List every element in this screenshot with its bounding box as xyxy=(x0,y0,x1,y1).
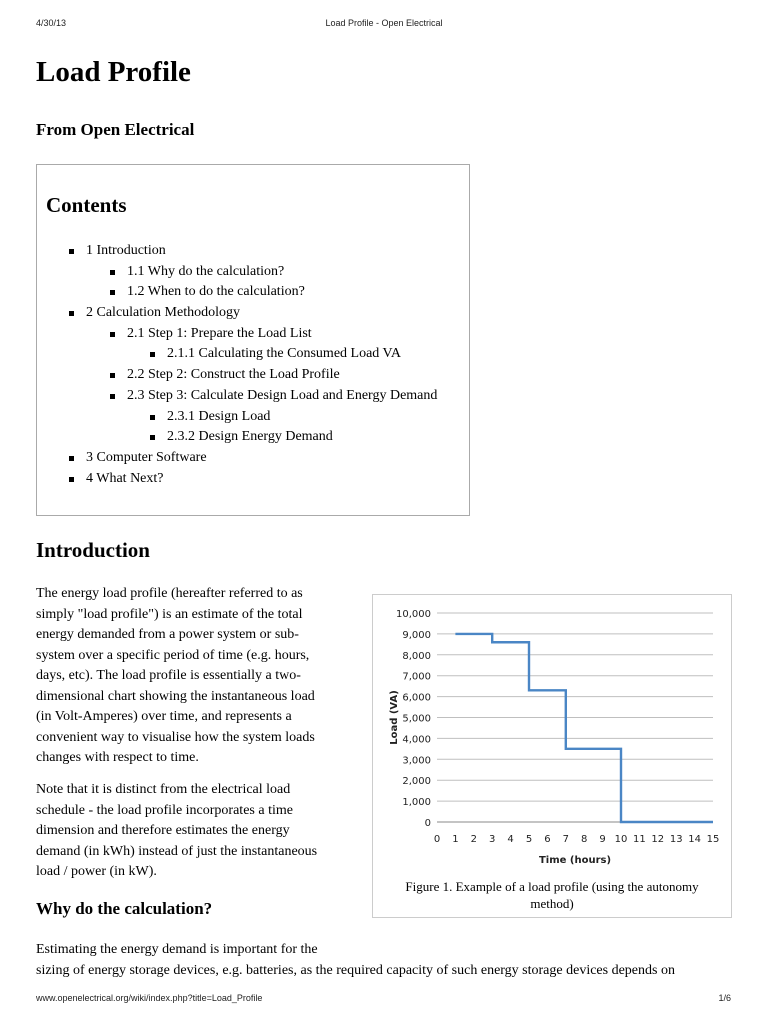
x-tick-label: 8 xyxy=(581,834,588,845)
x-tick-label: 3 xyxy=(489,834,496,845)
page-subtitle: From Open Electrical xyxy=(36,120,195,139)
load-profile-chart xyxy=(373,595,731,875)
text-line: simply "load profile") is an estimate of the total xyxy=(36,606,303,622)
text-line: convenient way to visualise how the system loads xyxy=(36,729,315,745)
print-date: 4/30/13 xyxy=(36,18,67,28)
x-axis-label: Time (hours) xyxy=(538,855,612,866)
y-tick-label: 9,000 xyxy=(402,629,431,641)
toc-item[interactable]: 2.3.2 Design Energy Demand xyxy=(167,427,469,448)
text-line: sizing of energy storage devices, e.g. batteries, as the required capacity of such energy storage devices depends on xyxy=(36,962,675,978)
text-line: method) xyxy=(530,896,574,911)
why-heading: Why do the calculation? xyxy=(36,899,213,918)
x-tick-label: 7 xyxy=(562,834,569,845)
toc-item[interactable]: 4 What Next? xyxy=(86,469,469,490)
y-tick-label: 3,000 xyxy=(402,755,431,767)
text-line: load / power (in kW). xyxy=(36,864,157,879)
page-title: Load Profile xyxy=(36,56,191,88)
toc-list xyxy=(37,241,469,489)
y-tick-label: 1,000 xyxy=(402,797,431,809)
text-line: Note that it is distinct from the electrical load xyxy=(36,782,291,797)
toc-item[interactable]: 2.2 Step 2: Construct the Load Profile xyxy=(127,365,469,386)
toc-item[interactable]: 3 Computer Software xyxy=(86,448,469,469)
toc-item[interactable]: 2.1.1 Calculating the Consumed Load VA xyxy=(167,344,469,365)
figure-load-profile xyxy=(372,594,732,918)
text-line: days, etc). The load profile is essentially a two- xyxy=(36,668,301,683)
y-tick-label: 4,000 xyxy=(402,734,431,746)
x-tick-label: 2 xyxy=(470,834,477,845)
toc-item[interactable]: 2.1 Step 1: Prepare the Load List xyxy=(127,324,469,345)
x-tick-label: 1 xyxy=(452,834,459,845)
y-tick-label: 10,000 xyxy=(396,609,431,620)
introduction-heading: Introduction xyxy=(36,538,150,562)
toc-item[interactable]: 2 Calculation Methodology xyxy=(86,303,469,324)
text-line: (in Volt-Amperes) over time, and represents a xyxy=(36,709,292,724)
load-profile-series-line xyxy=(455,634,713,822)
toc-heading: Contents xyxy=(46,193,127,217)
y-tick-label: 0 xyxy=(424,818,431,829)
text-line: changes with respect to time. xyxy=(36,750,199,765)
x-tick-label: 4 xyxy=(507,834,514,845)
x-tick-label: 13 xyxy=(669,834,683,845)
toc-item[interactable]: 1 Introduction xyxy=(86,241,469,262)
introduction-paragraph-1 xyxy=(36,584,366,769)
figure-caption xyxy=(379,878,725,912)
x-tick-label: 15 xyxy=(706,834,720,845)
why-paragraph xyxy=(36,940,736,981)
toc-item[interactable]: 1.2 When to do the calculation? xyxy=(127,282,469,303)
y-tick-label: 7,000 xyxy=(402,671,431,683)
y-tick-label: 6,000 xyxy=(402,692,431,704)
print-title: Load Profile - Open Electrical xyxy=(325,18,443,28)
x-tick-label: 5 xyxy=(525,834,533,845)
y-tick-label: 5,000 xyxy=(402,713,431,725)
x-tick-label: 9 xyxy=(599,834,606,845)
text-line: dimensional chart showing the instantaneous load xyxy=(36,688,315,704)
text-line: energy demanded from a power system or sub- xyxy=(36,627,299,642)
introduction-paragraph-2 xyxy=(36,780,366,883)
text-line: Figure 1. Example of a load profile (using the autonomy xyxy=(405,879,699,894)
print-url: www.openelectrical.org/wiki/index.php?title=Load_Profile xyxy=(36,993,263,1003)
x-tick-label: 12 xyxy=(651,834,665,845)
x-tick-label: 0 xyxy=(433,834,441,845)
y-tick-label: 8,000 xyxy=(402,650,431,662)
x-tick-label: 6 xyxy=(544,834,551,845)
y-tick-label: 2,000 xyxy=(402,776,431,788)
x-tick-label: 11 xyxy=(633,834,646,845)
text-line: system over a specific period of time (e.g. hours, xyxy=(36,647,310,663)
x-tick-label: 14 xyxy=(688,834,701,845)
text-line: Estimating the energy demand is important for the xyxy=(36,942,318,957)
text-line: The energy load profile (hereafter referred to as xyxy=(36,586,303,601)
print-page-number: 1/6 xyxy=(718,993,731,1003)
toc-item[interactable]: 2.3.1 Design Load xyxy=(167,407,469,428)
y-axis-label: Load (VA) xyxy=(389,690,400,745)
text-line: dimension and therefore estimates the energy xyxy=(36,823,290,838)
toc-item[interactable]: 2.3 Step 3: Calculate Design Load and Energy Demand xyxy=(127,386,469,407)
toc-item[interactable]: 1.1 Why do the calculation? xyxy=(127,262,469,283)
table-of-contents xyxy=(36,164,470,516)
text-line: schedule - the load profile incorporates a time xyxy=(36,802,293,818)
text-line: demand (in kWh) instead of just the instantaneous xyxy=(36,843,318,859)
x-tick-label: 10 xyxy=(614,834,628,845)
